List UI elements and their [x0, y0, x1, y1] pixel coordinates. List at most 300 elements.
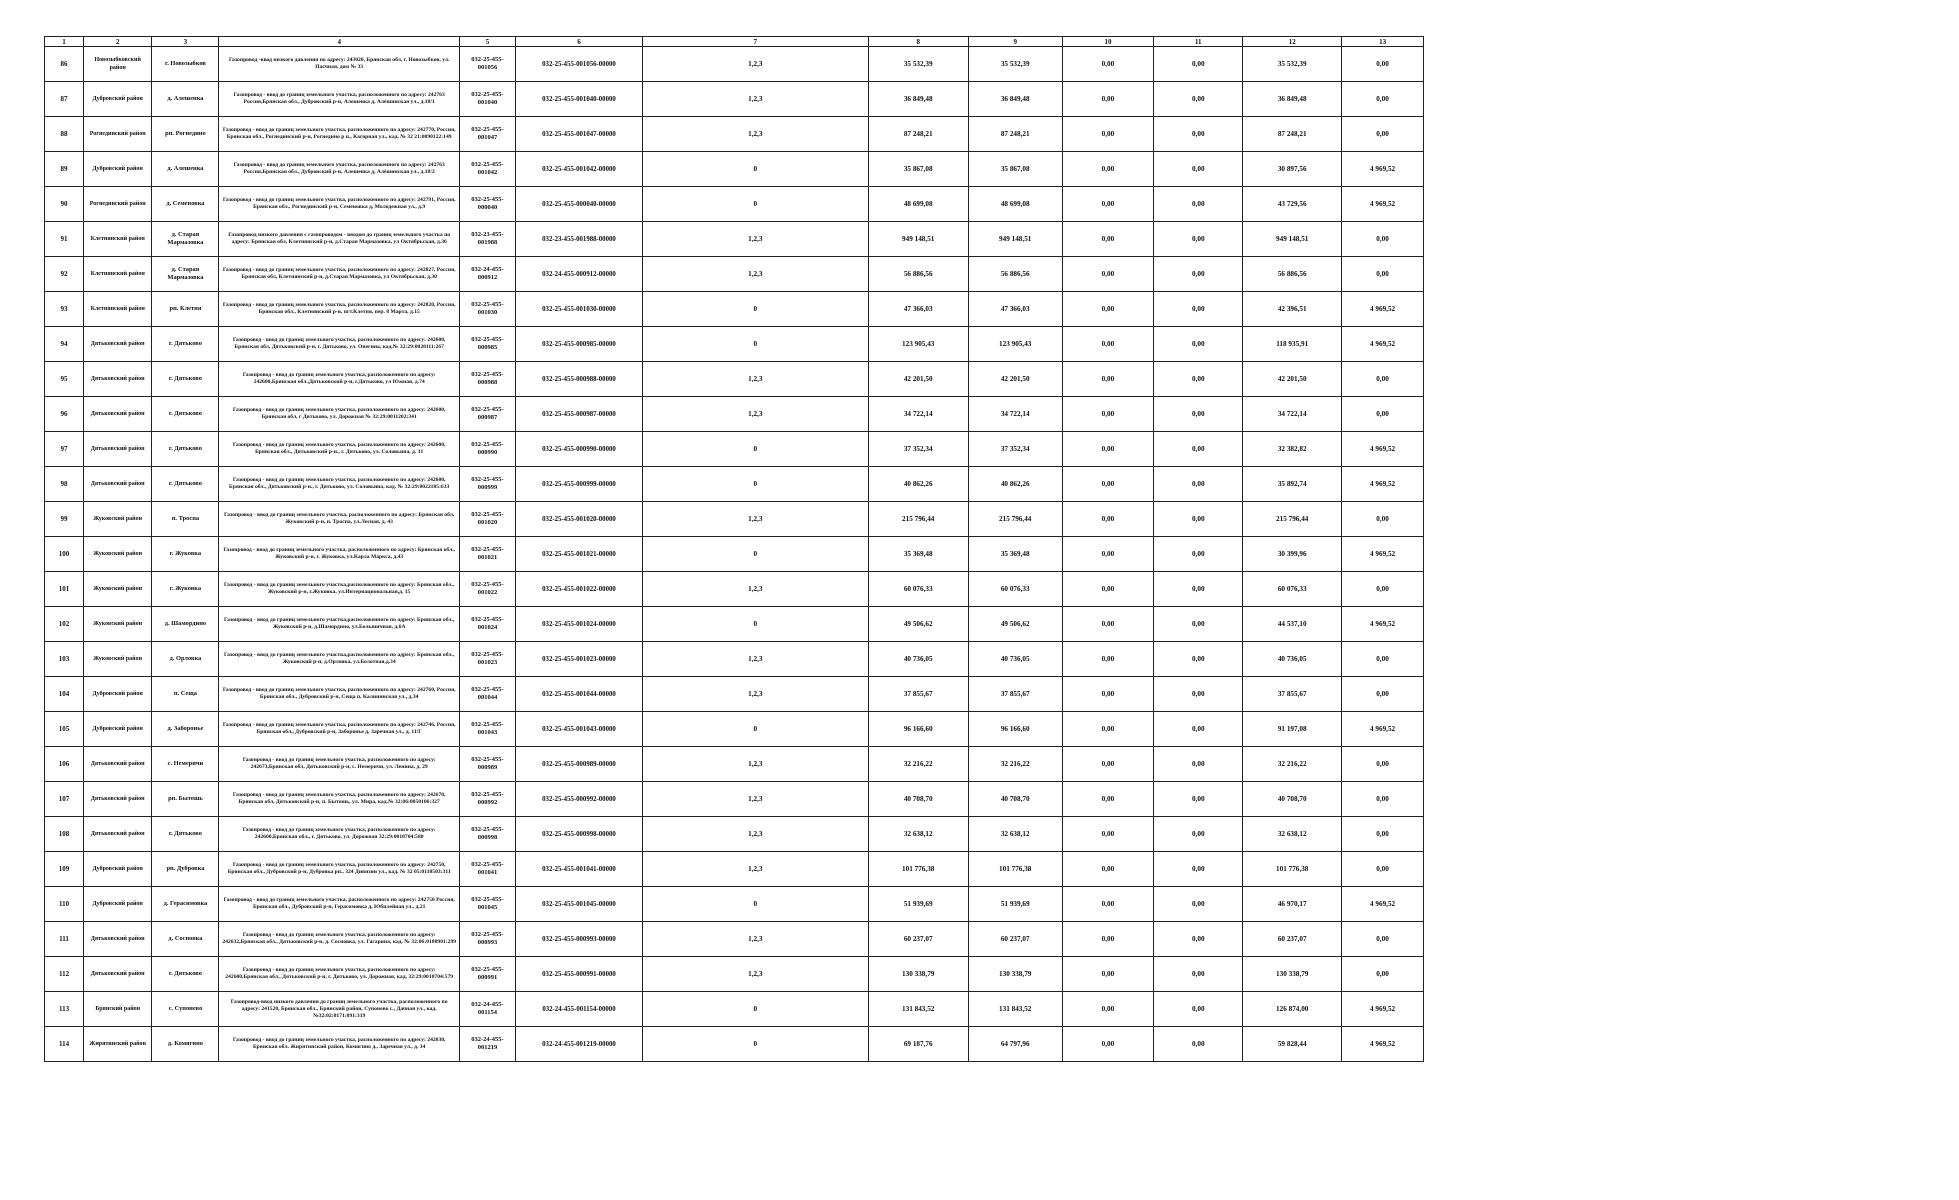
column-9-cell: 37 855,67 [968, 677, 1062, 712]
column-7-cell: 1,2,3 [642, 782, 868, 817]
district-cell: Дубровский район [84, 152, 152, 187]
column-7-cell: 1,2,3 [642, 222, 868, 257]
row-number-cell: 111 [45, 922, 84, 957]
district-cell: Дятьковский район [84, 922, 152, 957]
column-11-cell: 0,00 [1154, 152, 1243, 187]
column-11-cell: 0,00 [1154, 677, 1243, 712]
full-code-cell: 032-24-455-001154-00000 [516, 992, 643, 1027]
column-9-cell: 35 532,39 [968, 47, 1062, 82]
column-11-cell: 0,00 [1154, 782, 1243, 817]
table-row [45, 222, 1424, 257]
full-code-cell: 032-25-455-000992-00000 [516, 782, 643, 817]
row-number-cell: 98 [45, 467, 84, 502]
inventory-code-cell: 032-24-455-000912 [459, 257, 515, 292]
row-number-cell: 112 [45, 957, 84, 992]
row-number-cell: 103 [45, 642, 84, 677]
column-10-cell: 0,00 [1062, 152, 1154, 187]
column-10-cell: 0,00 [1062, 747, 1154, 782]
column-12-cell: 32 216,22 [1243, 747, 1342, 782]
locality-cell: п. Сеща [152, 677, 219, 712]
column-7-cell: 1,2,3 [642, 817, 868, 852]
column-12-cell: 42 396,51 [1243, 292, 1342, 327]
full-code-cell: 032-25-455-001043-00000 [516, 712, 643, 747]
column-11-cell: 0,00 [1154, 222, 1243, 257]
column-7-cell: 0 [642, 887, 868, 922]
column-7-cell: 1,2,3 [642, 502, 868, 537]
row-number-cell: 106 [45, 747, 84, 782]
column-10-cell: 0,00 [1062, 642, 1154, 677]
column-number: 5 [459, 37, 515, 47]
column-7-cell: 1,2,3 [642, 677, 868, 712]
column-12-cell: 44 537,10 [1243, 607, 1342, 642]
column-13-cell: 0,00 [1342, 82, 1424, 117]
row-number-cell: 114 [45, 1027, 84, 1062]
column-11-cell: 0,00 [1154, 817, 1243, 852]
column-number: 8 [868, 37, 968, 47]
column-12-cell: 35 532,39 [1243, 47, 1342, 82]
column-13-cell: 0,00 [1342, 747, 1424, 782]
column-13-cell: 0,00 [1342, 817, 1424, 852]
column-12-cell: 126 874,00 [1243, 992, 1342, 1027]
inventory-code-cell: 032-25-455-001043 [459, 712, 515, 747]
column-8-cell: 32 638,12 [868, 817, 968, 852]
column-8-cell: 36 849,48 [868, 82, 968, 117]
column-9-cell: 56 886,56 [968, 257, 1062, 292]
column-8-cell: 47 366,03 [868, 292, 968, 327]
column-9-cell: 42 201,50 [968, 362, 1062, 397]
column-13-cell: 0,00 [1342, 957, 1424, 992]
column-9-cell: 949 148,51 [968, 222, 1062, 257]
district-cell: Брянский район [84, 992, 152, 1027]
inventory-code-cell: 032-25-455-000988 [459, 362, 515, 397]
district-cell: Новозыбковский район [84, 47, 152, 82]
column-7-cell: 0 [642, 292, 868, 327]
locality-cell: рп. Дубровка [152, 852, 219, 887]
locality-cell: д. Орловка [152, 642, 219, 677]
column-7-cell: 0 [642, 467, 868, 502]
inventory-code-cell: 032-25-455-001041 [459, 852, 515, 887]
column-8-cell: 34 722,14 [868, 397, 968, 432]
locality-cell: г. Жуковка [152, 537, 219, 572]
column-7-cell: 0 [642, 187, 868, 222]
row-number-cell: 92 [45, 257, 84, 292]
column-10-cell: 0,00 [1062, 887, 1154, 922]
row-number-cell: 105 [45, 712, 84, 747]
column-12-cell: 35 892,74 [1243, 467, 1342, 502]
district-cell: Дятьковский район [84, 747, 152, 782]
district-cell: Клетнянский район [84, 257, 152, 292]
column-12-cell: 40 708,70 [1243, 782, 1342, 817]
column-12-cell: 60 076,33 [1243, 572, 1342, 607]
column-11-cell: 0,00 [1154, 47, 1243, 82]
column-8-cell: 48 699,08 [868, 187, 968, 222]
district-cell: Жуковский район [84, 572, 152, 607]
column-11-cell: 0,00 [1154, 922, 1243, 957]
object-description-cell: Газопровод - ввод до границ земельного участка, расположенного по адресу: 242750, Брянская обл., Дубровский р-н, Дубровка рп., 324 Дивизии ул., кад. № 32 05:0110503:311 [219, 852, 459, 887]
column-13-cell: 0,00 [1342, 502, 1424, 537]
district-cell: Жуковский район [84, 502, 152, 537]
locality-cell: г. Дятьково [152, 397, 219, 432]
column-13-cell: 0,00 [1342, 922, 1424, 957]
row-number-cell: 95 [45, 362, 84, 397]
locality-cell: д. Старая Мармазовка [152, 222, 219, 257]
column-number: 7 [642, 37, 868, 47]
table-row [45, 782, 1424, 817]
column-13-cell: 4 969,52 [1342, 432, 1424, 467]
column-number: 13 [1342, 37, 1424, 47]
column-11-cell: 0,00 [1154, 467, 1243, 502]
column-11-cell: 0,00 [1154, 117, 1243, 152]
inventory-code-cell: 032-25-455-000040 [459, 187, 515, 222]
column-13-cell: 0,00 [1342, 362, 1424, 397]
table-row [45, 82, 1424, 117]
full-code-cell: 032-25-455-000989-00000 [516, 747, 643, 782]
column-8-cell: 949 148,51 [868, 222, 968, 257]
column-11-cell: 0,00 [1154, 257, 1243, 292]
column-number: 4 [219, 37, 459, 47]
column-7-cell: 1,2,3 [642, 852, 868, 887]
object-description-cell: Газопровод - ввод до границ земельного участка, расположенного по адресу: 242763 Россия,Брянская обл., Дубровский р-н, Алешенка д, Алёшинская ул., д.18/1 [219, 82, 459, 117]
district-cell: Дятьковский район [84, 817, 152, 852]
column-8-cell: 42 201,50 [868, 362, 968, 397]
object-description-cell: Газопровод -ввод низкого давления по адресу: 243020, Брянская обл, г. Новозыбков, ул. Пасчная, дом № 33 [219, 47, 459, 82]
object-description-cell: Газопровод - ввод до границ земельного участка, расположенного по адресу: Брянская обл., Жуковский р-н, г. Жуковка, ул.Карла Маркса, д.43 [219, 537, 459, 572]
full-code-cell: 032-25-455-001024-00000 [516, 607, 643, 642]
row-number-cell: 99 [45, 502, 84, 537]
column-9-cell: 87 248,21 [968, 117, 1062, 152]
full-code-cell: 032-24-455-000912-00000 [516, 257, 643, 292]
full-code-cell: 032-25-455-000985-00000 [516, 327, 643, 362]
column-11-cell: 0,00 [1154, 992, 1243, 1027]
column-13-cell: 0,00 [1342, 852, 1424, 887]
column-13-cell: 4 969,52 [1342, 887, 1424, 922]
column-11-cell: 0,00 [1154, 607, 1243, 642]
district-cell: Рогнединский район [84, 117, 152, 152]
column-12-cell: 87 248,21 [1243, 117, 1342, 152]
table-row [45, 292, 1424, 327]
full-code-cell: 032-25-455-000987-00000 [516, 397, 643, 432]
locality-cell: г. Дятьково [152, 817, 219, 852]
column-10-cell: 0,00 [1062, 817, 1154, 852]
column-12-cell: 118 935,91 [1243, 327, 1342, 362]
full-code-cell: 032-25-455-000988-00000 [516, 362, 643, 397]
column-number: 12 [1243, 37, 1342, 47]
column-13-cell: 0,00 [1342, 47, 1424, 82]
column-7-cell: 1,2,3 [642, 362, 868, 397]
column-11-cell: 0,00 [1154, 502, 1243, 537]
full-code-cell: 032-25-455-001030-00000 [516, 292, 643, 327]
column-8-cell: 56 886,56 [868, 257, 968, 292]
full-code-cell: 032-25-455-000040-00000 [516, 187, 643, 222]
column-12-cell: 37 855,67 [1243, 677, 1342, 712]
column-12-cell: 101 776,38 [1243, 852, 1342, 887]
column-11-cell: 0,00 [1154, 397, 1243, 432]
inventory-code-cell: 032-25-455-001047 [459, 117, 515, 152]
locality-cell: г. Дятьково [152, 362, 219, 397]
column-13-cell: 4 969,52 [1342, 712, 1424, 747]
column-11-cell: 0,00 [1154, 572, 1243, 607]
column-12-cell: 43 729,56 [1243, 187, 1342, 222]
column-8-cell: 49 506,62 [868, 607, 968, 642]
full-code-cell: 032-25-455-001045-00000 [516, 887, 643, 922]
column-10-cell: 0,00 [1062, 432, 1154, 467]
column-8-cell: 123 905,43 [868, 327, 968, 362]
column-10-cell: 0,00 [1062, 712, 1154, 747]
table-row [45, 187, 1424, 222]
column-13-cell: 4 969,52 [1342, 992, 1424, 1027]
inventory-code-cell: 032-25-455-000990 [459, 432, 515, 467]
row-number-cell: 87 [45, 82, 84, 117]
table-row [45, 502, 1424, 537]
column-7-cell: 1,2,3 [642, 117, 868, 152]
column-11-cell: 0,00 [1154, 327, 1243, 362]
district-cell: Дятьковский район [84, 397, 152, 432]
district-cell: Дятьковский район [84, 957, 152, 992]
column-11-cell: 0,00 [1154, 292, 1243, 327]
table-row [45, 467, 1424, 502]
inventory-code-cell: 032-25-455-001024 [459, 607, 515, 642]
locality-cell: г. Дятьково [152, 957, 219, 992]
object-description-cell: Газопровод - ввод до границ земельного участка, расположенного по адресу: 242670, Брянская обл, Дятьковский р-н, п. Бытошь, ул. Мира, кад.№ 32:06:0050106:327 [219, 782, 459, 817]
column-number: 2 [84, 37, 152, 47]
district-cell: Рогнединский район [84, 187, 152, 222]
district-cell: Дубровский район [84, 712, 152, 747]
column-8-cell: 40 736,05 [868, 642, 968, 677]
column-10-cell: 0,00 [1062, 537, 1154, 572]
inventory-code-cell: 032-25-455-000989 [459, 747, 515, 782]
column-7-cell: 1,2,3 [642, 82, 868, 117]
full-code-cell: 032-25-455-001042-00000 [516, 152, 643, 187]
column-7-cell: 0 [642, 607, 868, 642]
object-description-cell: Газопровод - ввод до границ земельного участка, расположенного по адресу: 242632,Брянская обл., Дятьковский р-н, д. Сосновка, ул. Гагарина, кад. № 32:06:0180901:299 [219, 922, 459, 957]
object-description-cell: Газопровод - ввод до границ земельного участка, расположенного по адресу: 242030, Брянская обл. Жирятинский район, Комягино д., Заречная ул., д. 34 [219, 1027, 459, 1062]
inventory-code-cell: 032-25-455-001030 [459, 292, 515, 327]
inventory-code-cell: 032-25-455-001021 [459, 537, 515, 572]
column-7-cell: 1,2,3 [642, 747, 868, 782]
column-8-cell: 37 352,34 [868, 432, 968, 467]
column-8-cell: 131 843,52 [868, 992, 968, 1027]
column-12-cell: 949 148,51 [1243, 222, 1342, 257]
column-8-cell: 101 776,38 [868, 852, 968, 887]
full-code-cell: 032-25-455-000998-00000 [516, 817, 643, 852]
inventory-code-cell: 032-25-455-000991 [459, 957, 515, 992]
full-code-cell: 032-25-455-001056-00000 [516, 47, 643, 82]
full-code-cell: 032-25-455-000999-00000 [516, 467, 643, 502]
inventory-code-cell: 032-23-455-001988 [459, 222, 515, 257]
column-7-cell: 1,2,3 [642, 257, 868, 292]
district-cell: Жуковский район [84, 607, 152, 642]
table-row [45, 432, 1424, 467]
table-row [45, 1027, 1424, 1062]
district-cell: Дятьковский район [84, 432, 152, 467]
locality-cell: п. Троспа [152, 502, 219, 537]
district-cell: Дубровский район [84, 677, 152, 712]
row-number-cell: 93 [45, 292, 84, 327]
column-10-cell: 0,00 [1062, 82, 1154, 117]
row-number-cell: 91 [45, 222, 84, 257]
column-11-cell: 0,00 [1154, 747, 1243, 782]
district-cell: Жирятинский район [84, 1027, 152, 1062]
district-cell: Дубровский район [84, 82, 152, 117]
column-9-cell: 215 796,44 [968, 502, 1062, 537]
locality-cell: г. Дятьково [152, 432, 219, 467]
table-row [45, 642, 1424, 677]
column-number: 9 [968, 37, 1062, 47]
column-10-cell: 0,00 [1062, 292, 1154, 327]
column-10-cell: 0,00 [1062, 502, 1154, 537]
full-code-cell: 032-25-455-001044-00000 [516, 677, 643, 712]
column-9-cell: 32 638,12 [968, 817, 1062, 852]
row-number-cell: 94 [45, 327, 84, 362]
row-number-cell: 107 [45, 782, 84, 817]
column-12-cell: 32 382,82 [1243, 432, 1342, 467]
column-number: 10 [1062, 37, 1154, 47]
object-description-cell: Газопровод - ввод до границ земельного участка, расположенного по адресу: 242770, Россия, Брянская обл., Рогнединский р-н, Рогнедино р п., Кагорная ул., кад. № 32 21:0090122:149 [219, 117, 459, 152]
column-12-cell: 30 897,56 [1243, 152, 1342, 187]
column-12-cell: 34 722,14 [1243, 397, 1342, 432]
table-row [45, 117, 1424, 152]
row-number-cell: 97 [45, 432, 84, 467]
row-number-cell: 109 [45, 852, 84, 887]
row-number-cell: 104 [45, 677, 84, 712]
inventory-code-cell: 032-24-455-001219 [459, 1027, 515, 1062]
column-9-cell: 51 939,69 [968, 887, 1062, 922]
column-8-cell: 37 855,67 [868, 677, 968, 712]
column-9-cell: 123 905,43 [968, 327, 1062, 362]
district-cell: Дубровский район [84, 852, 152, 887]
row-number-cell: 90 [45, 187, 84, 222]
object-description-cell: Газопровод - ввод до границ земельного участка, расположенного по адресу: Брянская обл, Жуковский р-н, п. Троспа, ул.Лесная, д. 43 [219, 502, 459, 537]
row-number-cell: 100 [45, 537, 84, 572]
inventory-code-cell: 032-25-455-000985 [459, 327, 515, 362]
column-8-cell: 40 862,26 [868, 467, 968, 502]
column-10-cell: 0,00 [1062, 572, 1154, 607]
table-row [45, 992, 1424, 1027]
column-9-cell: 47 366,03 [968, 292, 1062, 327]
full-code-cell: 032-25-455-001021-00000 [516, 537, 643, 572]
locality-cell: рп. Бытошь [152, 782, 219, 817]
locality-cell: рп. Клетня [152, 292, 219, 327]
locality-cell: г. Дятьково [152, 467, 219, 502]
locality-cell: д. Алешенка [152, 82, 219, 117]
column-7-cell: 1,2,3 [642, 642, 868, 677]
district-cell: Дятьковский район [84, 467, 152, 502]
column-9-cell: 48 699,08 [968, 187, 1062, 222]
column-7-cell: 0 [642, 992, 868, 1027]
inventory-code-cell: 032-25-455-001020 [459, 502, 515, 537]
column-13-cell: 4 969,52 [1342, 152, 1424, 187]
column-9-cell: 130 338,79 [968, 957, 1062, 992]
inventory-code-cell: 032-25-455-001023 [459, 642, 515, 677]
column-9-cell: 64 797,96 [968, 1027, 1062, 1062]
column-8-cell: 130 338,79 [868, 957, 968, 992]
column-7-cell: 0 [642, 537, 868, 572]
object-description-cell: Газопровод - ввод до границ земельного участка, расположенного по адресу: 242820, Россия, Брянская обл., Клетнянский р-н, пгт.Клетня, пер. 8 Марта, д.15 [219, 292, 459, 327]
locality-cell: д. Алешенка [152, 152, 219, 187]
table-row [45, 922, 1424, 957]
column-8-cell: 51 939,69 [868, 887, 968, 922]
row-number-cell: 108 [45, 817, 84, 852]
column-11-cell: 0,00 [1154, 1027, 1243, 1062]
inventory-code-cell: 032-24-455-001154 [459, 992, 515, 1027]
object-description-cell: Газопровод - ввод до границ земельного участка, расположенного по адресу: 242763 Россия,Брянская обл., Дубровский р-н, Алешенка д, Алёшинская ул., д.18/2 [219, 152, 459, 187]
object-description-cell: Газопровод - ввод до границ земельного участка, расположенного по адресу: 242600, Брянская обл., Дятьковский р-н., г. Дятьково, ул. Соловьина, д. 31 [219, 432, 459, 467]
column-10-cell: 0,00 [1062, 187, 1154, 222]
column-number: 3 [152, 37, 219, 47]
column-13-cell: 0,00 [1342, 397, 1424, 432]
column-13-cell: 4 969,52 [1342, 1027, 1424, 1062]
column-number: 6 [516, 37, 643, 47]
object-description-cell: Газопровод - ввод до границ земельного участка,расположенного по адресу: Брянская обл., Жуковский р-н, г.Жуковка, ул.Интернациональная,д. 15 [219, 572, 459, 607]
column-8-cell: 32 216,22 [868, 747, 968, 782]
column-8-cell: 40 708,70 [868, 782, 968, 817]
full-code-cell: 032-25-455-001022-00000 [516, 572, 643, 607]
column-10-cell: 0,00 [1062, 467, 1154, 502]
locality-cell: д. Шамордино [152, 607, 219, 642]
column-7-cell: 0 [642, 432, 868, 467]
table-row [45, 572, 1424, 607]
column-7-cell: 1,2,3 [642, 922, 868, 957]
column-9-cell: 37 352,34 [968, 432, 1062, 467]
locality-cell: г. Жуковка [152, 572, 219, 607]
column-7-cell: 1,2,3 [642, 397, 868, 432]
column-8-cell: 35 532,39 [868, 47, 968, 82]
column-12-cell: 30 399,96 [1243, 537, 1342, 572]
column-13-cell: 4 969,52 [1342, 467, 1424, 502]
column-12-cell: 32 638,12 [1243, 817, 1342, 852]
column-13-cell: 0,00 [1342, 642, 1424, 677]
column-7-cell: 0 [642, 327, 868, 362]
column-11-cell: 0,00 [1154, 537, 1243, 572]
object-description-cell: Газопровод - ввод до границ земельного участка, расположенного по адресу: 242750 Россия, Брянская обл., Дубровский р-н, Герасимовка д, Юбилейная ул., д.21 [219, 887, 459, 922]
column-9-cell: 131 843,52 [968, 992, 1062, 1027]
object-description-cell: Газопровод - ввод до границ земельного участка, расположенного по адресу: 242600,Брянская обл., Дятьковский р-н, г. Дятьково, ул. Дорожная, кад. 32:29:0010704:579 [219, 957, 459, 992]
row-number-cell: 110 [45, 887, 84, 922]
column-12-cell: 130 338,79 [1243, 957, 1342, 992]
column-9-cell: 40 862,26 [968, 467, 1062, 502]
inventory-code-cell: 032-25-455-001042 [459, 152, 515, 187]
table-row [45, 327, 1424, 362]
column-11-cell: 0,00 [1154, 362, 1243, 397]
column-10-cell: 0,00 [1062, 397, 1154, 432]
column-11-cell: 0,00 [1154, 187, 1243, 222]
row-number-cell: 101 [45, 572, 84, 607]
full-code-cell: 032-25-455-000993-00000 [516, 922, 643, 957]
column-10-cell: 0,00 [1062, 257, 1154, 292]
column-9-cell: 101 776,38 [968, 852, 1062, 887]
column-8-cell: 60 076,33 [868, 572, 968, 607]
column-10-cell: 0,00 [1062, 922, 1154, 957]
column-8-cell: 87 248,21 [868, 117, 968, 152]
table-row [45, 607, 1424, 642]
column-7-cell: 1,2,3 [642, 572, 868, 607]
column-13-cell: 4 969,52 [1342, 537, 1424, 572]
column-9-cell: 60 076,33 [968, 572, 1062, 607]
table-row [45, 887, 1424, 922]
column-10-cell: 0,00 [1062, 222, 1154, 257]
district-cell: Жуковский район [84, 537, 152, 572]
locality-cell: рп. Рогнедино [152, 117, 219, 152]
column-12-cell: 91 197,08 [1243, 712, 1342, 747]
inventory-code-cell: 032-25-455-000999 [459, 467, 515, 502]
column-13-cell: 0,00 [1342, 117, 1424, 152]
column-13-cell: 0,00 [1342, 257, 1424, 292]
table-row [45, 747, 1424, 782]
column-10-cell: 0,00 [1062, 362, 1154, 397]
inventory-code-cell: 032-25-455-001044 [459, 677, 515, 712]
column-13-cell: 0,00 [1342, 677, 1424, 712]
column-7-cell: 0 [642, 712, 868, 747]
